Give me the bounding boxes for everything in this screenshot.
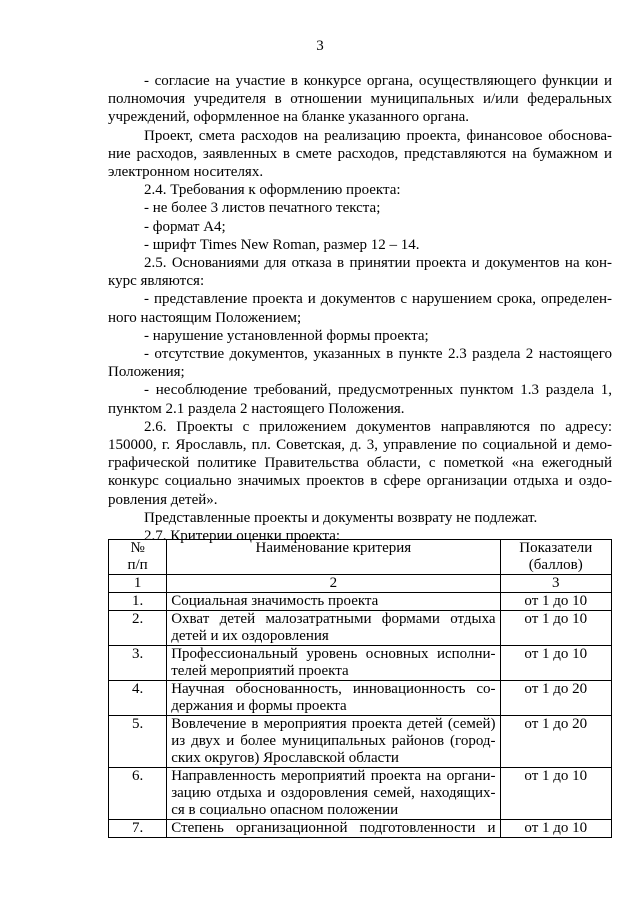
criterion-name-line: из двух и более муниципальных районов (город- xyxy=(171,733,496,749)
text-line: Положения; xyxy=(108,364,185,381)
text-line: графической политике Правительства области, с пометкой «на ежегодный xyxy=(108,455,612,472)
text-line: - представление проекта и документов с нарушением срока, определен- xyxy=(144,291,612,308)
text-line: курс являются: xyxy=(108,273,205,290)
criterion-name xyxy=(167,820,500,838)
text-line: - нарушение установленной формы проекта; xyxy=(144,327,429,344)
text-line: 2.6. Проекты с приложением документов направляются по адресу: xyxy=(144,418,612,435)
criterion-number: 6. xyxy=(109,768,167,820)
criterion-name xyxy=(167,768,500,820)
table-row xyxy=(109,611,612,646)
criterion-name-line: ся в социально опасном положении xyxy=(171,802,399,818)
criterion-score: от 1 до 10 xyxy=(500,820,611,838)
criterion-name xyxy=(167,716,500,768)
criterion-name-line: Научная обоснованность, инновационность со- xyxy=(171,681,496,697)
page-number: 3 xyxy=(316,38,324,54)
criterion-name xyxy=(167,681,500,716)
criterion-score: от 1 до 10 xyxy=(500,768,611,820)
criterion-number: 3. xyxy=(109,646,167,681)
text-line: пунктом 2.1 раздела 2 настоящего Положения. xyxy=(108,400,405,417)
criterion-name-line: зацию отдыха и оздоровления семей, находящих- xyxy=(171,785,496,801)
criterion-number: 1. xyxy=(109,593,167,611)
criterion-name-line: детей и их оздоровления xyxy=(171,628,329,644)
text-line: Представленные проекты и документы возврату не подлежат. xyxy=(144,509,538,526)
header-score xyxy=(500,540,611,575)
criterion-name-line: Социальная значимость проекта xyxy=(171,593,379,609)
header-criterion-label: Наименование критерия xyxy=(255,540,412,556)
header-score-line: (баллов) xyxy=(528,557,583,573)
criteria-table xyxy=(108,539,612,838)
criterion-number: 5. xyxy=(109,716,167,768)
text-line: 2.5. Основаниями для отказа в принятии проекта и документов на кон- xyxy=(144,255,612,271)
text-line: - шрифт Times New Roman, размер 12 – 14. xyxy=(144,236,420,253)
criterion-name-line: держания и формы проекта xyxy=(171,698,347,714)
table-row xyxy=(109,716,612,768)
criterion-name-line: Профессиональный уровень основных исполни- xyxy=(171,646,496,662)
criterion-number: 2. xyxy=(109,611,167,646)
criterion-name-line: Вовлечение в мероприятия проекта детей (семей) xyxy=(171,716,496,732)
text-line: Проект, смета расходов на реализацию проекта, финансовое обоснова- xyxy=(144,127,612,144)
criterion-score: от 1 до 10 xyxy=(500,593,611,611)
text-line: - не более 3 листов печатного текста; xyxy=(144,200,381,217)
text-line: 2.7. Критерии оценки проекта: xyxy=(144,528,341,544)
header-score-line: Показатели xyxy=(519,540,593,556)
text-line: - отсутствие документов, указанных в пункте 2.3 раздела 2 настоящего xyxy=(144,346,612,362)
text-line: - согласие на участие в конкурсе органа, осуществляющего функции и xyxy=(144,73,612,89)
text-line: учреждений, оформленное на бланке указанного органа. xyxy=(108,109,470,126)
criterion-name-line: Охват детей малозатратными формами отдыха xyxy=(171,611,496,627)
table-row xyxy=(109,820,612,838)
criterion-name xyxy=(167,646,500,681)
text-line: ровления детей». xyxy=(108,491,218,508)
text-line: - несоблюдение требований, предусмотренных пунктом 1.3 раздела 1, xyxy=(144,382,612,399)
header-number xyxy=(109,540,167,575)
criterion-number: 4. xyxy=(109,681,167,716)
criterion-score: от 1 до 10 xyxy=(500,646,611,681)
column-number: 2 xyxy=(167,575,500,593)
criterion-name xyxy=(167,593,500,611)
header-number-line: № xyxy=(130,540,145,556)
table-row xyxy=(109,681,612,716)
table-row xyxy=(109,646,612,681)
criterion-name-line: телей мероприятий проекта xyxy=(171,663,349,679)
text-line: 2.4. Требования к оформлению проекта: xyxy=(144,182,401,199)
column-number-row xyxy=(109,575,612,593)
header-number-line: п/п xyxy=(127,557,148,573)
text-line: полномочия учредителя в отношении муниципальных и/или федеральных xyxy=(108,91,612,108)
text-line: 150000, г. Ярославль, пл. Советская, д. 3, управление по социальной и демо- xyxy=(108,437,612,453)
criterion-score: от 1 до 20 xyxy=(500,681,611,716)
text-line: - формат А4; xyxy=(144,218,226,235)
criterion-name-line: Направленность мероприятий проекта на органи- xyxy=(171,768,496,784)
table-row xyxy=(109,593,612,611)
text-line: ние расходов, заявленных в смете расходов, представляются на бумажном и xyxy=(108,145,612,162)
header-criterion xyxy=(167,540,500,575)
table-header-row xyxy=(109,540,612,575)
text-line: конкурс социально значимых проектов в сфере организации отдыха и оздо- xyxy=(108,473,612,490)
criterion-number: 7. xyxy=(109,820,167,838)
criterion-score: от 1 до 10 xyxy=(500,611,611,646)
text-line: ного настоящим Положением; xyxy=(108,309,302,326)
text-line: электронном носителях. xyxy=(108,164,264,180)
criterion-name-line: Степень организационной подготовленности и xyxy=(171,820,496,836)
criterion-name-line: ских округов) Ярославской области xyxy=(171,750,399,766)
criterion-name xyxy=(167,611,500,646)
column-number: 3 xyxy=(500,575,611,593)
table-row xyxy=(109,768,612,820)
criterion-score: от 1 до 20 xyxy=(500,716,611,768)
column-number: 1 xyxy=(109,575,167,593)
